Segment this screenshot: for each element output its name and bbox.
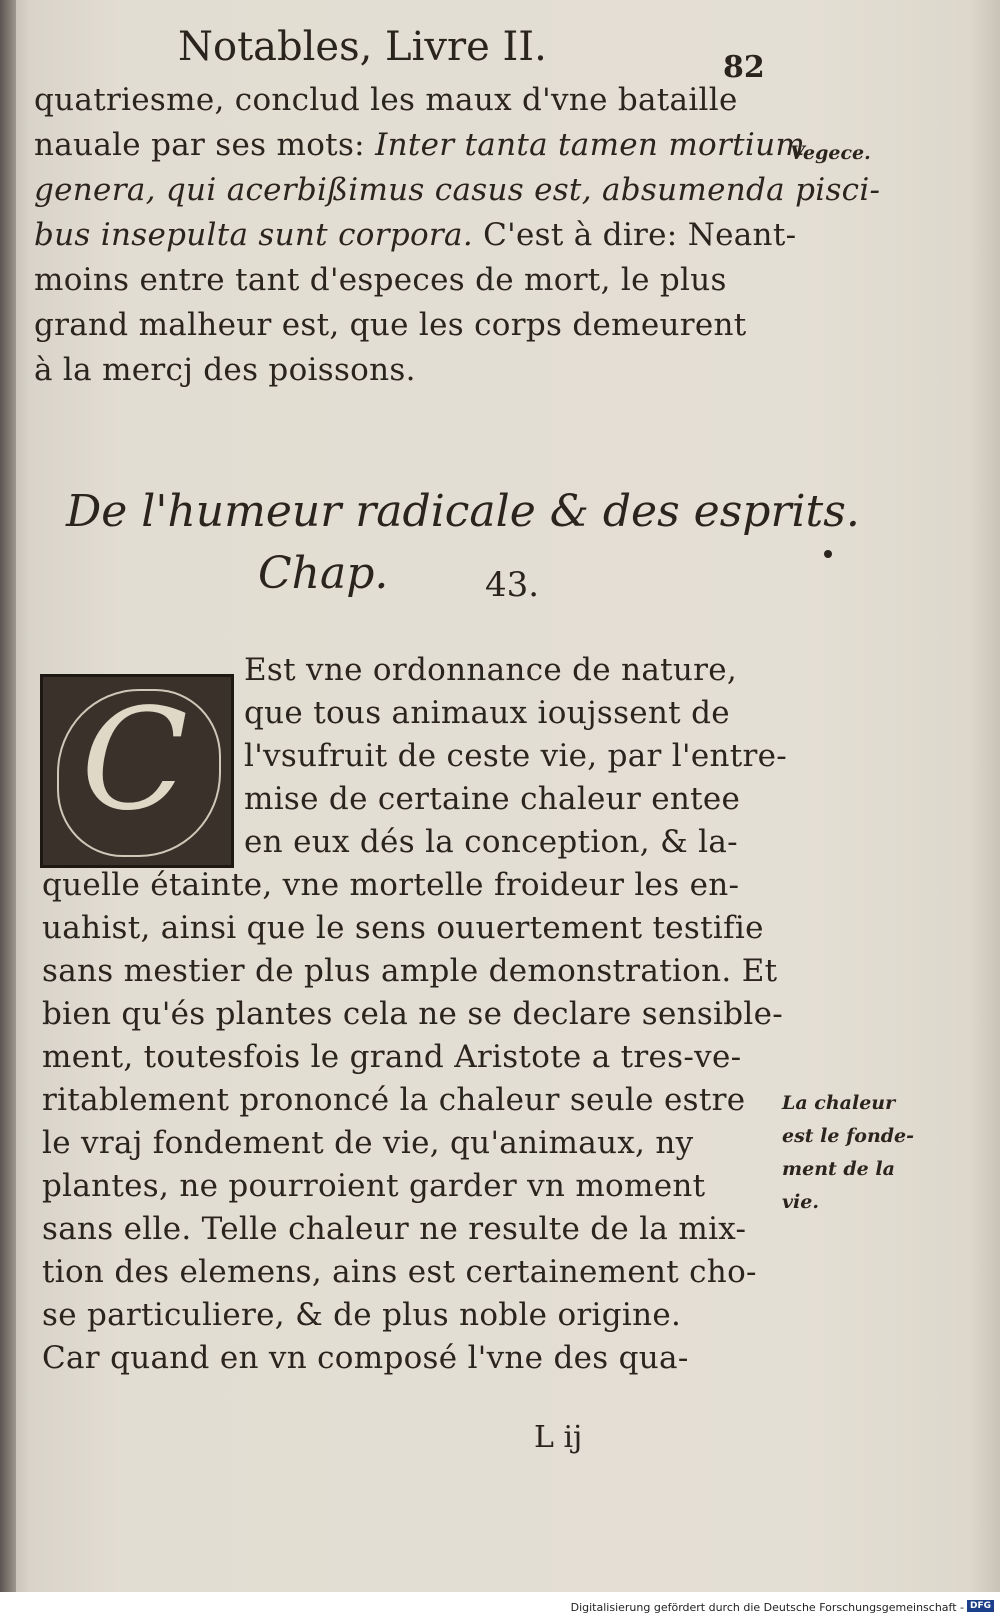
- body-text-line: mise de certaine chaleur entee: [244, 781, 741, 817]
- page-number: 82: [723, 50, 765, 85]
- top-text-line: nauale par ses mots: Inter tanta tamen mortium: [34, 127, 806, 163]
- body-text-line: Car quand en vn composé l'vne des qua-: [42, 1340, 689, 1376]
- top-text-line: grand malheur est, que les corps demeurent: [34, 307, 747, 343]
- body-text-line: quelle étainte, vne mortelle froideur les en-: [42, 867, 740, 903]
- chapter-number: 43.: [485, 565, 540, 605]
- top-text-line: à la mercj des poissons.: [34, 352, 416, 388]
- signature-mark: L ij: [534, 1420, 583, 1455]
- body-text-line: ritablement prononcé la chaleur seule estre: [42, 1082, 746, 1118]
- body-text-line: Est vne ordonnance de nature,: [244, 652, 738, 688]
- margin-note-line: ment de la: [782, 1158, 895, 1180]
- chapter-title: De l'humeur radicale & des esprits.: [66, 486, 860, 537]
- body-text-line: en eux dés la conception, & la-: [244, 824, 738, 860]
- margin-note-line: vie.: [782, 1191, 819, 1213]
- margin-note-line: est le fonde-: [782, 1125, 915, 1147]
- top-text-line: moins entre tant d'especes de mort, le plus: [34, 262, 727, 298]
- body-text-line: ment, toutesfois le grand Aristote a tres-ve-: [42, 1039, 742, 1075]
- body-text-line: l'vsufruit de ceste vie, par l'entre-: [244, 738, 788, 774]
- margin-note-vegece: Vegece.: [790, 142, 871, 164]
- body-text-line: uahist, ainsi que le sens ouuertement testifie: [42, 910, 764, 946]
- chapter-label: Chap.: [258, 548, 389, 599]
- body-text-line: que tous animaux ioujssent de: [244, 695, 730, 731]
- drop-cap-letter: C: [81, 679, 189, 842]
- dfg-logo: DFG: [967, 1600, 994, 1612]
- top-text-line: genera, qui acerbißimus casus est, absumenda pisci-: [34, 172, 881, 208]
- body-text-line: sans mestier de plus ample demonstration. Et: [42, 953, 778, 989]
- running-title: Notables, Livre II.: [178, 24, 547, 70]
- body-text-line: le vraj fondement de vie, qu'animaux, ny: [42, 1125, 694, 1161]
- body-text-line: sans elle. Telle chaleur ne resulte de la mix-: [42, 1211, 747, 1247]
- body-text-line: tion des elemens, ains est certainement cho-: [42, 1254, 757, 1290]
- body-text-line: plantes, ne pourroient garder vn moment: [42, 1168, 706, 1204]
- footer-credit: Digitalisierung gefördert durch die Deutsche Forschungsgemeinschaft -: [570, 1601, 964, 1614]
- margin-note-line: La chaleur: [782, 1092, 896, 1114]
- body-text-line: se particuliere, & de plus noble origine.: [42, 1297, 682, 1333]
- drop-cap-ornament: [40, 674, 234, 868]
- top-text-line: bus insepulta sunt corpora. C'est à dire: Neant-: [34, 217, 797, 253]
- ink-dot: [824, 550, 832, 558]
- top-text-line: quatriesme, conclud les maux d'vne bataille: [34, 82, 738, 118]
- book-spine: [0, 0, 16, 1592]
- body-text-line: bien qu'és plantes cela ne se declare sensible-: [42, 996, 784, 1032]
